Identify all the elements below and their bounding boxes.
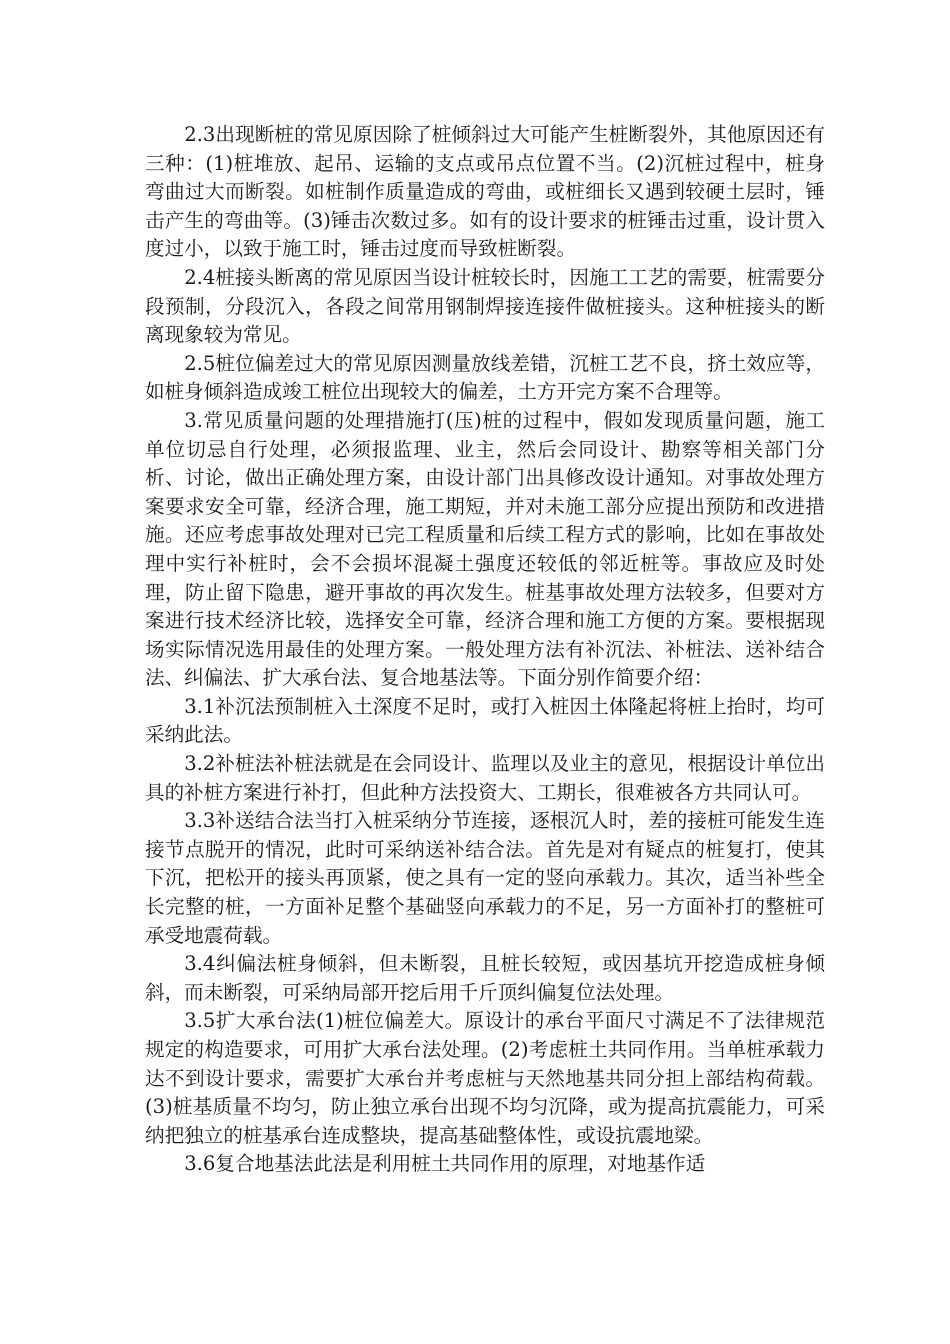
paragraph-3-6-composite-foundation-method: 3.6复合地基法此法是利用桩土共同作用的原理，对地基作适 (184, 1152, 706, 1176)
paragraph-2-4-pile-joint-separation: 2.4桩接头断离的常见原因当设计桩较长时，因施工工艺的需要，桩需要分段预制，分段沉入，各段之间常用钢制焊接连接件做桩接头。这种桩接头的断离现象较为常见。 (145, 265, 825, 347)
paragraph-3-1-re-sinking-method: 3.1补沉法预制桩入土深度不足时，或打入桩因土体隆起将桩上抬时，均可采纳此法。 (145, 694, 825, 747)
paragraph-2-3-broken-pile-causes: 2.3出现断桩的常见原因除了桩倾斜过大可能产生桩断裂外，其他原因还有三种：(1)桩堆放、起吊、运输的支点或吊点位置不当。(2)沉桩过程中，桩身弯曲过大而断裂。如桩制作质量造成的弯曲，或桩细长又遇到较硬土层时，锤击产生的弯曲等。(3)锤击次数过多。如有的设计要求的桩锤击过重，设计贯入度过小，以致于施工时，锤击过度而导致桩断裂。 (145, 123, 825, 261)
paragraph-2-5-pile-position-deviation: 2.5桩位偏差过大的常见原因测量放线差错，沉桩工艺不良，挤土效应等，如桩身倾斜造成竣工桩位出现较大的偏差，土方开完方案不合理等。 (145, 351, 825, 404)
paragraph-3-5-enlarged-pile-cap-method: 3.5扩大承台法(1)桩位偏差大。原设计的承台平面尺寸满足不了法律规范规定的构造要求，可用扩大承台法处理。(2)考虑桩土共同作用。当单桩承载力达不到设计要求，需要扩大承台并考虑桩与天然地基共同分担上部结构荷载。(3)桩基质量不均匀，防止独立承台出现不均匀沉降，或为提高抗震能力，可采纳把独立的桩基承台连成整块，提高基础整体性，或设抗震地梁。 (145, 1009, 825, 1147)
paragraph-3-2-supplementary-pile-method: 3.2补桩法补桩法就是在会同设计、监理以及业主的意见，根据设计单位出具的补桩方案进行补打，但此种方法投资大、工期长，很难被各方共同认可。 (145, 752, 825, 804)
paragraph-3-4-deviation-correction-method: 3.4纠偏法桩身倾斜，但未断裂，且桩长较短，或因基坑开挖造成桩身倾斜，而未断裂，可采纳局部开挖后用千斤顶纠偏复位法处理。 (145, 952, 825, 1004)
document-body (145, 121, 825, 1179)
paragraph-3-3-combined-method: 3.3补送结合法当打入桩采纳分节连接，逐根沉人时，差的接桩可能发生连接节点脱开的情况，此时可采纳送补结合法。首先是对有疑点的桩复打，使其下沉，把松开的接头再顶紧，使之具有一定的竖向承载力。其次，适当补些全长完整的桩，一方面补足整个基础竖向承载力的不足，另一方面补打的整桩可承受地震荷载。 (145, 809, 825, 947)
paragraph-3-treatment-measures: 3.常见质量问题的处理措施打(压)桩的过程中，假如发现质量问题，施工单位切忌自行处理，必须报监理、业主，然后会同设计、勘察等相关部门分析、讨论，做出正确处理方案，由设计部门出具修改设计通知。对事故处理方案要求安全可靠，经济合理，施工期短，并对未施工部分应提出预防和改进措施。还应考虑事故处理对已完工程质量和后续工程方式的影响，比如在事故处理中实行补桩时，会不会损坏混凝土强度还较低的邻近桩等。事故应及时处理，防止留下隐患，避开事故的再次发生。桩基事故处理方法较多，但要对方案进行技术经济比较，选择安全可靠，经济合理和施工方便的方案。要根据现场实际情况选用最佳的处理方案。一般处理方法有补沉法、补桩法、送补结合法、纠偏法、扩大承台法、复合地基法等。下面分别作简要介绍： (145, 408, 825, 690)
